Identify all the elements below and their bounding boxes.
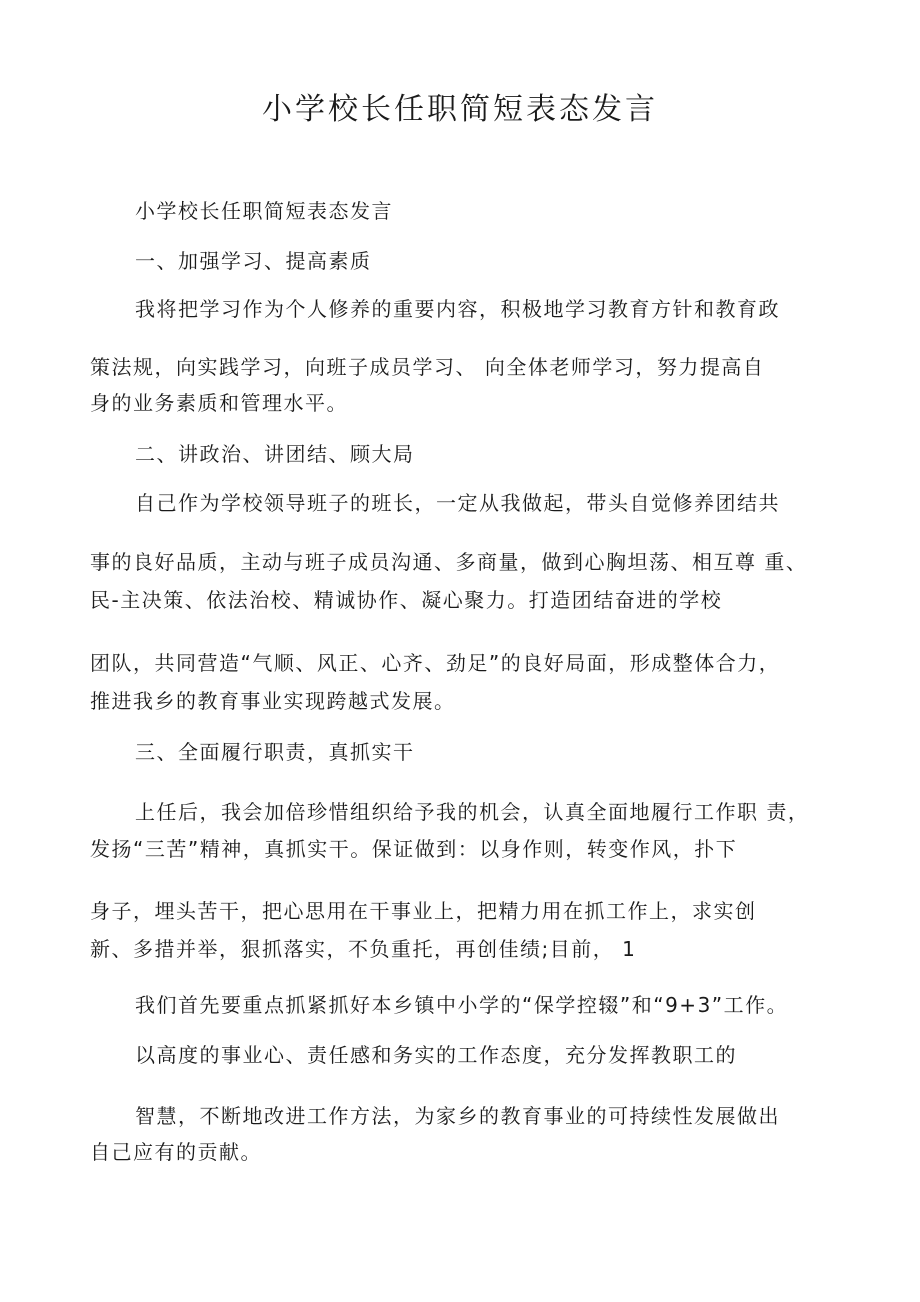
text-line: 小学校长任职简短表态发言 <box>135 199 393 223</box>
text-line: 自己作为学校领导班子的班长，一定从我做起，带头自觉修养团结共 <box>135 491 780 515</box>
text-line: 智慧，不断地改进工作方法，为家乡的教育事业的可持续性发展做出 <box>135 1104 780 1128</box>
text-line: 新、多措并举，狠抓落实，不负重托，再创佳绩;目前， 1 <box>90 937 637 961</box>
text-line: 上任后，我会加倍珍惜组织给予我的机会，认真全面地履行工作职 责， <box>135 800 810 824</box>
text-line: 推进我乡的教育事业实现跨越式发展。 <box>90 689 456 713</box>
text-line: 发扬“三苦”精神，真抓实干。保证做到：以身作则，转变作风，扑下 <box>90 837 738 861</box>
text-line: 以高度的事业心、责任感和务实的工作态度，充分发挥教职工的 <box>135 1043 737 1067</box>
document-title: 小学校长任职简短表态发言 <box>262 92 658 127</box>
text-line: 团队，共同营造“气顺、风正、心齐、劲足”的良好局面，形成整体合力， <box>90 651 781 675</box>
text-line: 身子，埋头苦干，把心思用在干事业上，把精力用在抓工作上，求实创 <box>90 899 757 923</box>
section-heading: 三、全面履行职责，真抓实干 <box>135 740 415 764</box>
section-heading: 二、讲政治、讲团结、顾大局 <box>135 442 415 466</box>
text-line: 策法规，向实践学习，向班子成员学习、 向全体老师学习，努力提高自 <box>90 355 765 379</box>
text-line: 事的良好品质，主动与班子成员沟通、多商量，做到心胸坦荡、相互尊 重、 <box>90 550 808 574</box>
text-line: 我将把学习作为个人修养的重要内容，积极地学习教育方针和教育政 <box>135 297 780 321</box>
text-line: 民-主决策、依法治校、精诚协作、凝心聚力。打造团结奋进的学校 <box>90 588 723 612</box>
text-line: 身的业务素质和管理水平。 <box>90 391 348 415</box>
section-heading: 一、加强学习、提高素质 <box>135 249 372 273</box>
text-line: 自己应有的贡献。 <box>90 1140 262 1164</box>
text-line: 我们首先要重点抓紧抓好本乡镇中小学的“保学控辍”和“9+3”工作。 <box>135 993 789 1017</box>
